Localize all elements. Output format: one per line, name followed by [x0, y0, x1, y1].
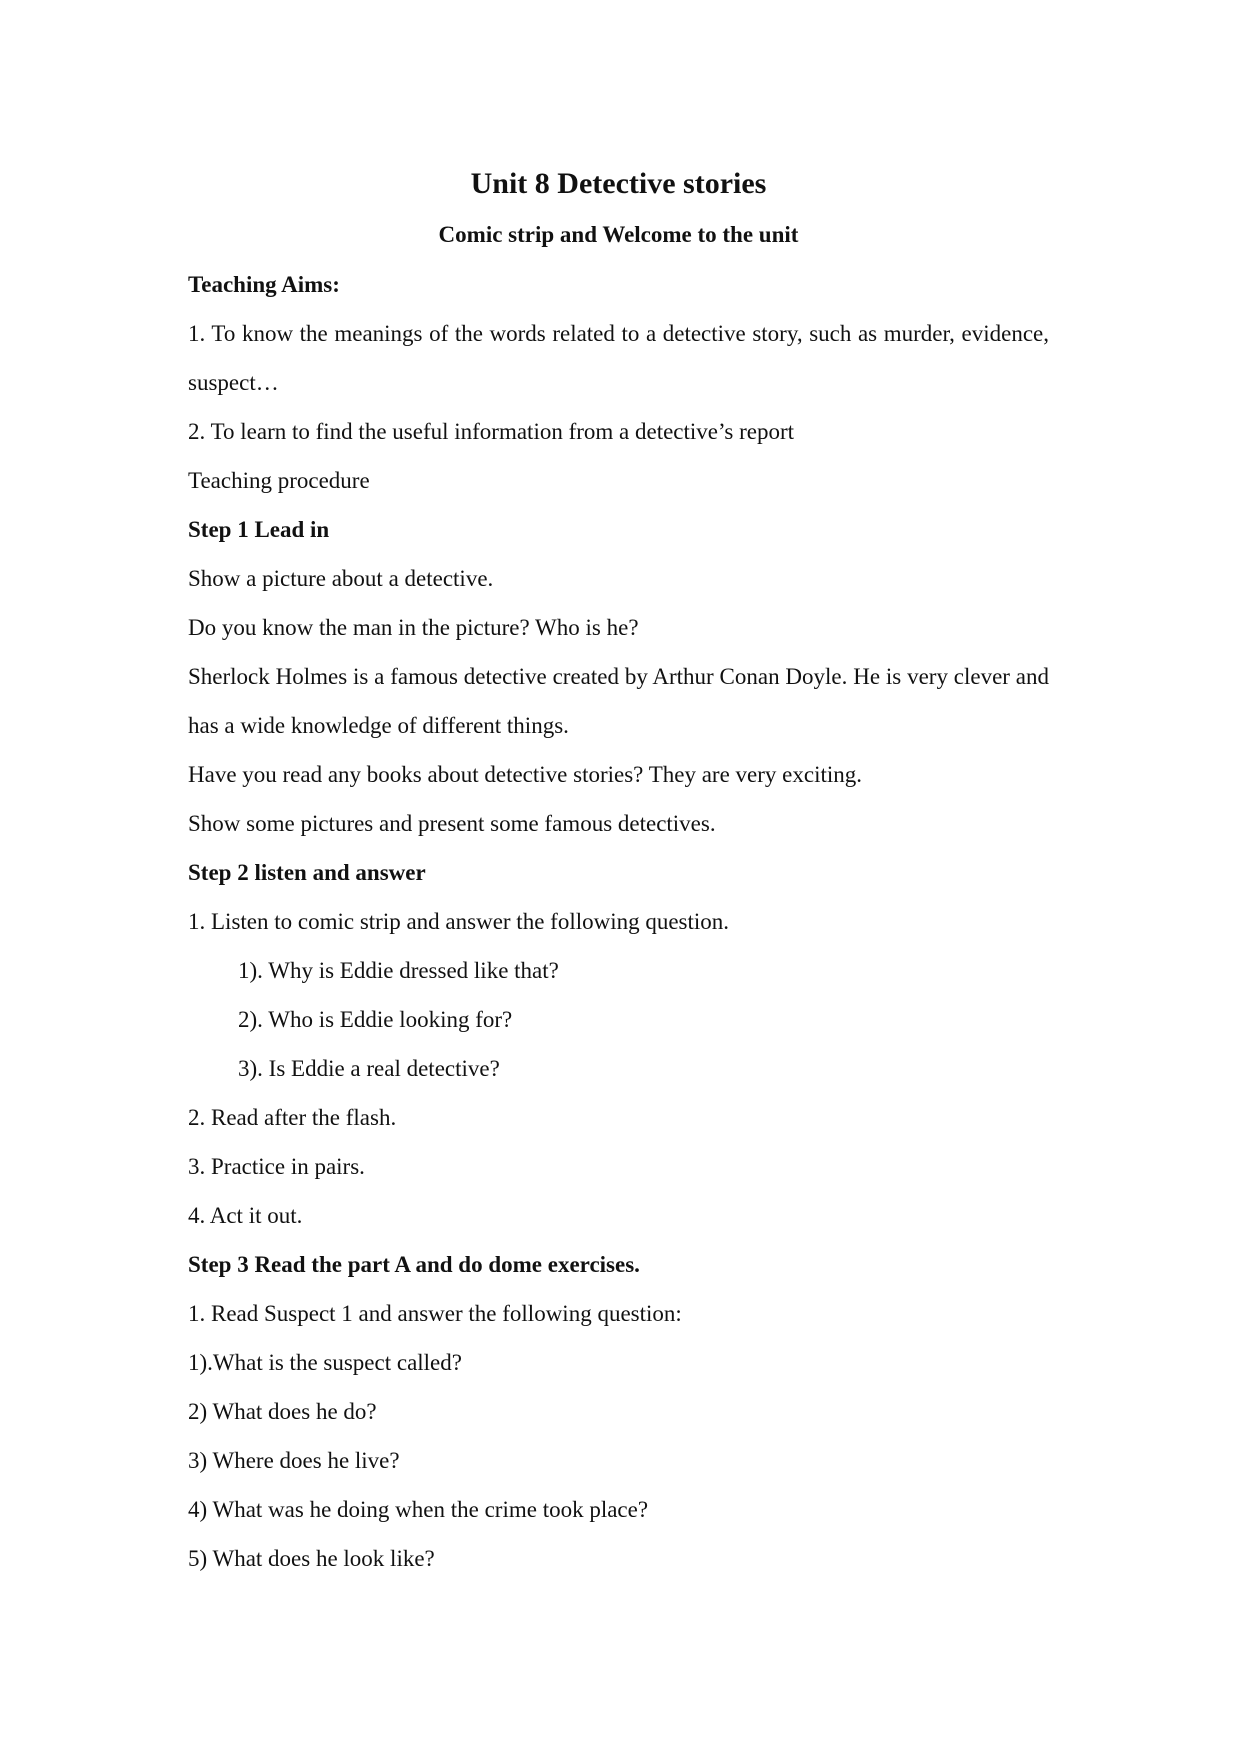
step-1-line: Show some pictures and present some famous detectives.: [188, 811, 716, 836]
step-2-item-1: 1. Listen to comic strip and answer the following question.: [188, 909, 730, 934]
step-1-heading: Step 1 Lead in: [188, 517, 330, 542]
step-2-item-3: 3. Practice in pairs.: [188, 1154, 365, 1179]
document-body: [188, 158, 1049, 1583]
teaching-procedure-heading: Teaching procedure: [188, 468, 370, 493]
step-3-heading: Step 3 Read the part A and do dome exercises.: [188, 1252, 640, 1277]
step-3-question: 3) Where does he live?: [188, 1448, 400, 1473]
step-3-question: 2) What does he do?: [188, 1399, 377, 1424]
step-2-question: 2). Who is Eddie looking for?: [238, 1007, 513, 1032]
step-1-line: Sherlock Holmes is a famous detective created by Arthur Conan Doyle. He is very clever and has a wide knowledge of different things.: [188, 664, 1049, 738]
step-3-question: 5) What does he look like?: [188, 1546, 435, 1571]
step-3-question: 4) What was he doing when the crime took place?: [188, 1497, 649, 1522]
document-title: Unit 8 Detective stories: [470, 167, 767, 200]
step-2-question: 1). Why is Eddie dressed like that?: [238, 958, 559, 983]
step-2-heading: Step 2 listen and answer: [188, 860, 426, 885]
document-subtitle: Comic strip and Welcome to the unit: [438, 222, 799, 247]
step-1-line: Do you know the man in the picture? Who is he?: [188, 615, 639, 640]
step-2-question: 3). Is Eddie a real detective?: [238, 1056, 500, 1081]
step-1-line: Show a picture about a detective.: [188, 566, 494, 591]
teaching-aim-1: 1. To know the meanings of the words related to a detective story, such as murder, evidence, suspect…: [188, 321, 1049, 395]
step-2-item-2: 2. Read after the flash.: [188, 1105, 397, 1130]
step-1-line: Have you read any books about detective stories? They are very exciting.: [188, 762, 862, 787]
teaching-aims-heading: Teaching Aims:: [188, 272, 340, 297]
teaching-aim-2: 2. To learn to find the useful information from a detective’s report: [188, 419, 795, 444]
step-3-item-1: 1. Read Suspect 1 and answer the following question:: [188, 1301, 682, 1326]
step-2-item-4: 4. Act it out.: [188, 1203, 303, 1228]
step-3-question: 1).What is the suspect called?: [188, 1350, 462, 1375]
